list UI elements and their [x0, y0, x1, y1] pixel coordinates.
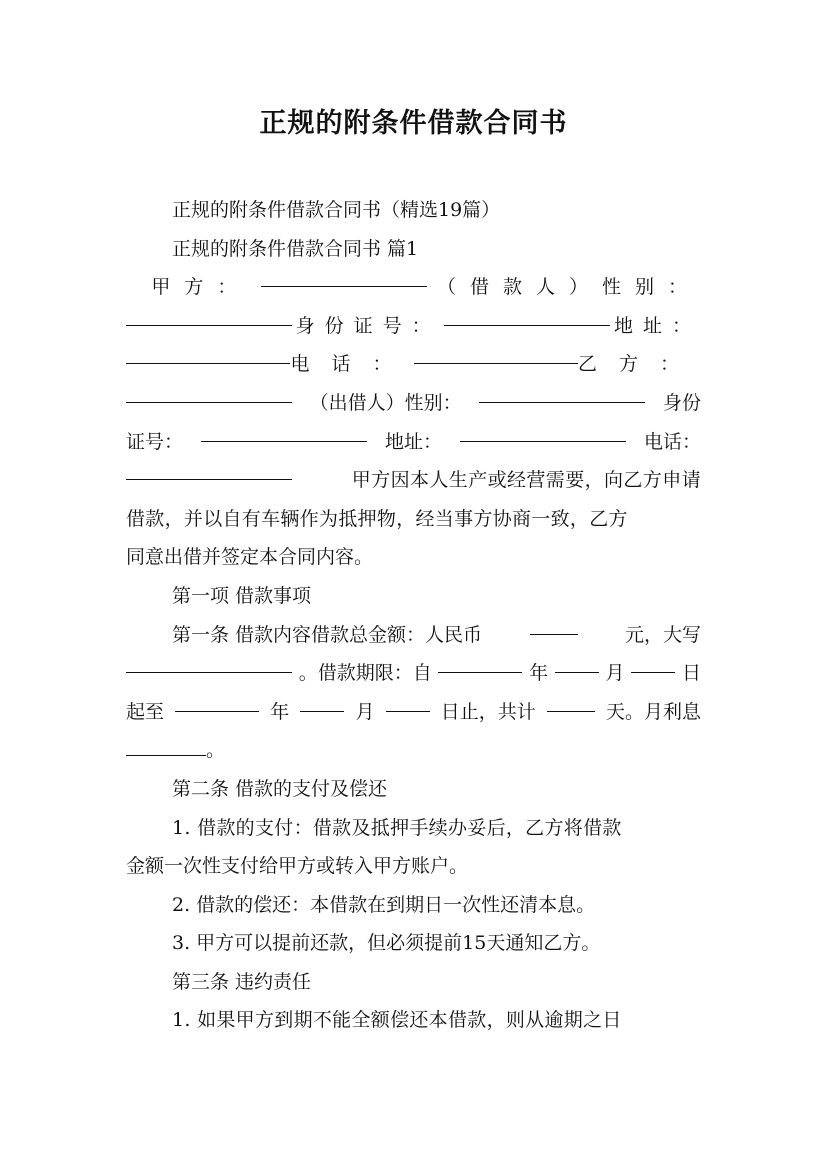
blank-field	[438, 654, 522, 673]
blank-field	[126, 654, 292, 673]
label-id-no: 身份证号：	[295, 314, 441, 337]
parties-line-2	[126, 307, 701, 346]
blank-field	[547, 693, 595, 712]
article1-text: 起至	[126, 700, 165, 723]
preamble-line-3: 同意出借并签定本合同内容。	[126, 546, 374, 569]
label-id-part1: 身份	[662, 391, 701, 414]
blank-field	[126, 384, 292, 403]
article2-p1-line1: 1. 借款的支付：借款及抵押手续办妥后，乙方将借款	[172, 816, 622, 839]
parties-line-1	[126, 268, 701, 307]
month-label: 月	[605, 662, 625, 685]
article2-p2: 2. 借款的偿还：本借款在到期日一次性还清本息。	[172, 893, 596, 916]
preamble-text: 甲方因本人生产或经营需要，向乙方申请	[351, 469, 701, 492]
parties-line-5	[126, 423, 701, 462]
parties-line-4	[126, 384, 701, 423]
label-jiafang: 甲方：	[151, 276, 251, 299]
article1-text: 第一条 借款内容借款总金额：人民币	[172, 623, 483, 646]
label-address-2: 地址：	[384, 430, 442, 453]
blank-field	[631, 654, 675, 673]
label-address: 地址：	[613, 314, 701, 337]
blank-field	[175, 693, 259, 712]
article1-line-4	[126, 731, 701, 770]
article1-line-2	[126, 654, 701, 693]
document-title: 正规的附条件借款合同书	[259, 108, 568, 139]
blank-field	[530, 616, 578, 635]
subtitle: 正规的附条件借款合同书（精选19篇）	[172, 199, 501, 221]
blank-field	[460, 423, 626, 442]
article2-p3: 3. 甲方可以提前还款，但必须提前15天通知乙方。	[172, 932, 601, 955]
blank-field	[126, 461, 292, 480]
article1-text: 天。月利息	[605, 700, 701, 723]
blank-field	[126, 345, 290, 364]
article2-p1-line2: 金额一次性支付给甲方或转入甲方账户。	[126, 855, 469, 878]
blank-field	[414, 345, 578, 364]
section-heading: 第一项 借款事项	[172, 584, 312, 607]
document-body	[126, 191, 701, 1040]
day-label: 日	[681, 662, 701, 685]
article1-text: 日止，共计	[440, 700, 536, 723]
preamble-line-1	[126, 461, 701, 500]
label-yifang: 乙方：	[577, 353, 701, 376]
label-borrower-gender: （借款人）性别：	[436, 276, 701, 299]
blank-field	[444, 307, 610, 326]
blank-field	[479, 384, 645, 403]
article1-line-3	[126, 693, 701, 732]
label-id-part2: 证号：	[126, 430, 184, 453]
blank-field	[126, 737, 206, 756]
article3-p1-line1: 1. 如果甲方到期不能全额偿还本借款，则从逾期之日	[172, 1009, 622, 1032]
article3-heading: 第三条 违约责任	[172, 970, 312, 993]
label-lender-gender: （出借人）性别：	[309, 391, 462, 414]
preamble-line-2: 借款，并以自有车辆作为抵押物，经当事方协商一致，乙方	[126, 507, 628, 530]
article1-end: 。	[206, 739, 226, 762]
article2-heading: 第二条 借款的支付及偿还	[172, 777, 388, 800]
blank-field	[126, 307, 292, 326]
article1-text: 元，大写	[624, 623, 701, 646]
chapter-heading: 正规的附条件借款合同书 篇1	[172, 237, 419, 260]
label-phone-2: 电话：	[643, 430, 701, 453]
parties-line-3	[126, 345, 701, 384]
blank-field	[386, 693, 430, 712]
label-phone: 电话：	[290, 353, 414, 376]
blank-field	[555, 654, 599, 673]
article1-line-1	[126, 616, 701, 655]
article1-text: 。借款期限：自	[298, 662, 432, 685]
blank-field	[201, 423, 367, 442]
year-label: 年	[270, 700, 290, 723]
month-label: 月	[355, 700, 375, 723]
blank-field	[300, 693, 344, 712]
blank-field	[261, 268, 427, 287]
year-label: 年	[529, 662, 549, 685]
